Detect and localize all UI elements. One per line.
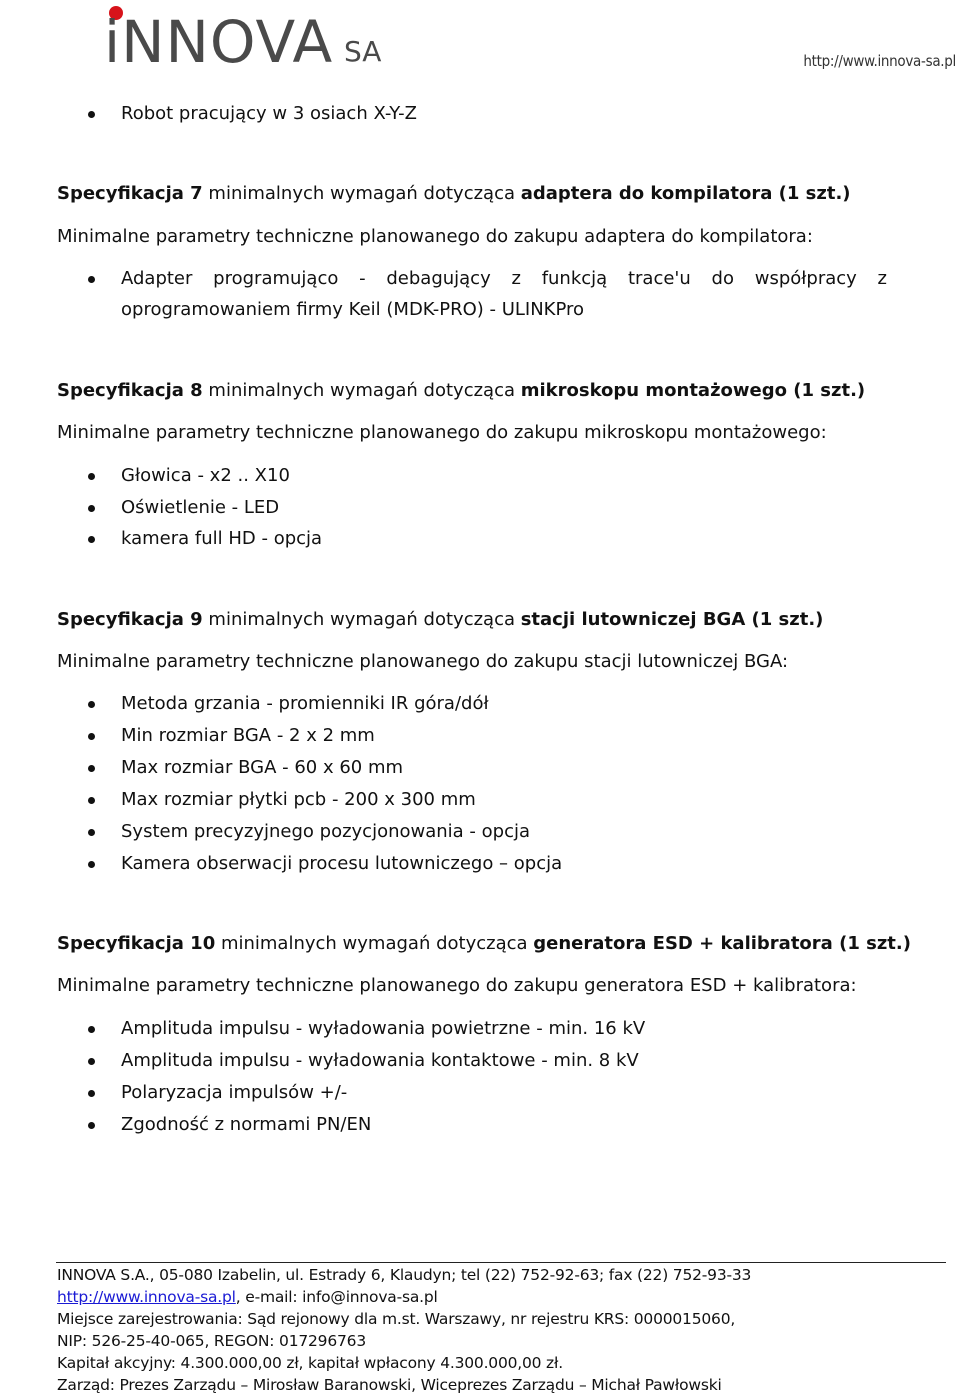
page-header bbox=[0, 0, 960, 80]
logo-suffix: SA bbox=[344, 35, 382, 68]
spec10-heading: Specyfikacja 10 minimalnych wymagań dotycząca generatora ESD + kalibratora (1 szt.) bbox=[57, 933, 911, 954]
innova-logo bbox=[104, 4, 394, 74]
footer-management: Zarząd: Prezes Zarządu – Mirosław Baranowski, Wiceprezes Zarządu – Michał Pawłowski bbox=[57, 1376, 722, 1394]
spec10-intro: Minimalne parametry techniczne planowanego do zakupu generatora ESD + kalibratora: bbox=[57, 975, 857, 996]
spec8-heading: Specyfikacja 8 minimalnych wymagań dotycząca mikroskopu montażowego (1 szt.) bbox=[57, 380, 866, 401]
spec7-heading: Specyfikacja 7 minimalnych wymagań dotycząca adaptera do kompilatora (1 szt.) bbox=[57, 183, 851, 204]
spec8-intro: Minimalne parametry techniczne planowanego do zakupu mikroskopu montażowego: bbox=[57, 422, 827, 443]
spec7-bullet-continuation: oprogramowaniem firmy Keil (MDK-PRO) - ULINKPro bbox=[121, 299, 585, 320]
header-site-url: http://www.innova-sa.pl bbox=[803, 52, 956, 70]
footer-contact: http://www.innova-sa.pl, e-mail: info@innova-sa.pl bbox=[57, 1288, 438, 1306]
spec7-bullet-text: Adapter programująco - debagujący z funkcją trace'u do współpracy z bbox=[121, 268, 887, 289]
footer-website-link[interactable]: http://www.innova-sa.pl bbox=[57, 1288, 236, 1306]
spec9-heading: Specyfikacja 9 minimalnych wymagań dotycząca stacji lutowniczej BGA (1 szt.) bbox=[57, 609, 824, 630]
spec9-intro: Minimalne parametry techniczne planowanego do zakupu stacji lutowniczej BGA: bbox=[57, 651, 789, 672]
logo-text: iNNOVA bbox=[104, 8, 334, 76]
footer-nip-regon: NIP: 526-25-40-065, REGON: 017296763 bbox=[57, 1332, 366, 1350]
footer-registration: Miejsce zarejestrowania: Sąd rejonowy dla m.st. Warszawy, nr rejestru KRS: 0000015060, bbox=[57, 1310, 736, 1328]
footer-address: INNOVA S.A., 05-080 Izabelin, ul. Estrady 6, Klaudyn; tel (22) 752-92-63; fax (22) 752-93-33 bbox=[57, 1266, 752, 1284]
spec7-intro: Minimalne parametry techniczne planowanego do zakupu adaptera do kompilatora: bbox=[57, 226, 813, 247]
footer-capital: Kapitał akcyjny: 4.300.000,00 zł, kapitał wpłacony 4.300.000,00 zł. bbox=[57, 1354, 563, 1372]
footer-divider bbox=[56, 1262, 946, 1263]
